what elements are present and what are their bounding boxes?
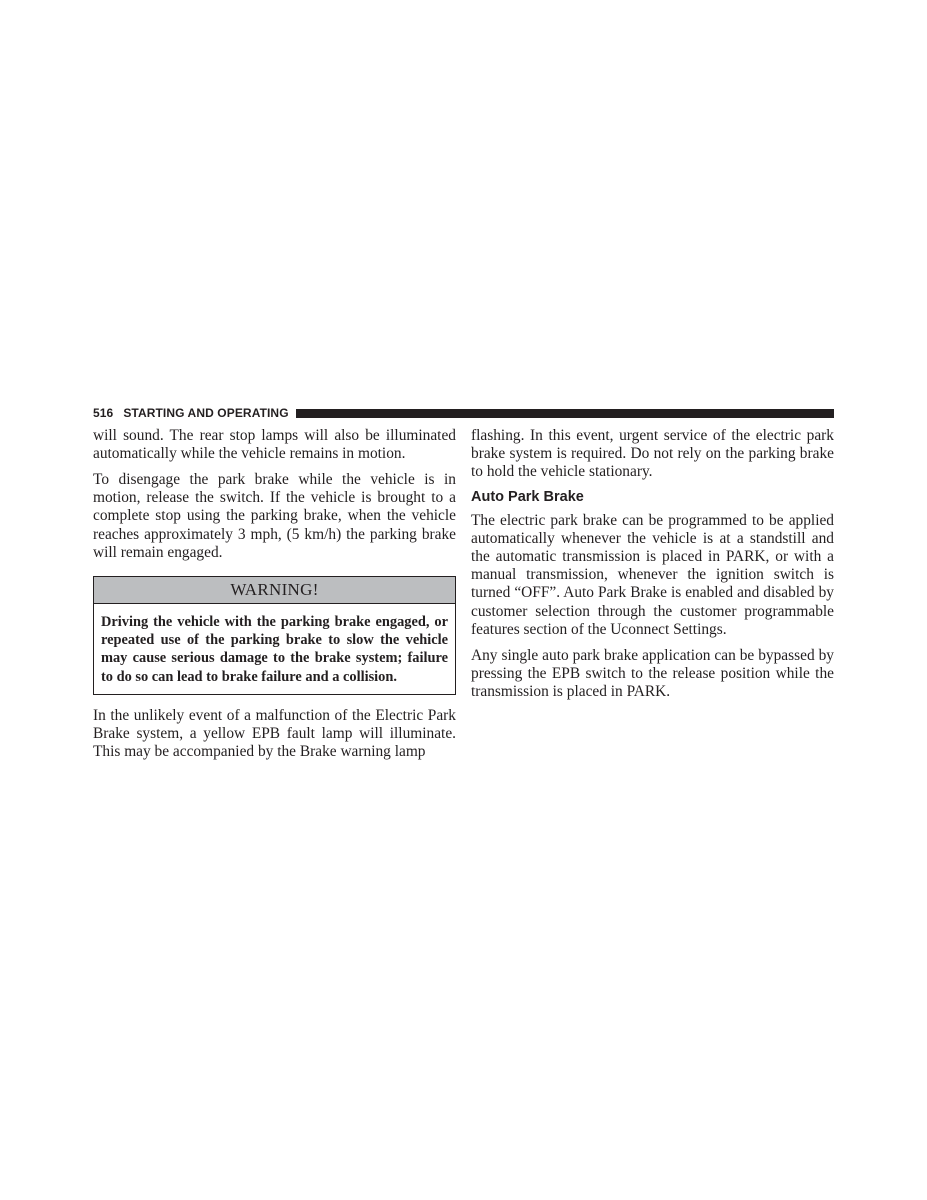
paragraph: flashing. In this event, urgent service of the electric park brake system is required. Do not rely on the parking brake to hold the vehicle stationary. [471,427,834,481]
paragraph: To disengage the park brake while the vehicle is in motion, release the switch. If the vehicle is brought to a complete stop using the parking brake, when the vehicle reaches approximately 3 mph, (5 km/h) the parking brake will remain engaged. [93,470,456,561]
subheading: Auto Park Brake [471,488,584,505]
header-rule [296,409,834,418]
right-column [471,427,834,709]
section-title: STARTING AND OPERATING [123,406,289,420]
page-number: 516 [93,406,114,420]
page-header [93,405,834,421]
paragraph: The electric park brake can be programmed to be applied automatically whenever the vehicle is at a standstill and the automatic transmission is placed in PARK, or with a manual transmission, whenever the ignition switch is turned “OFF”. Auto Park Brake is enabled and disabled by customer selection through the customer programmable features section of the Uconnect Settings. [471,511,834,638]
warning-text: Driving the vehicle with the parking brake engaged, or repeated use of the parking brake to slow the vehicle may cause serious damage to the brake system; failure to do so can lead to brake failure and a collision. [101,613,448,685]
paragraph: will sound. The rear stop lamps will also be illuminated automatically while the vehicle remains in motion. [93,427,456,463]
warning-box [93,576,456,695]
left-column [93,427,456,769]
paragraph: In the unlikely event of a malfunction of the Electric Park Brake system, a yellow EPB fault lamp will illuminate. This may be accompanied by the Brake warning lamp [93,706,456,761]
warning-title: WARNING! [94,577,455,604]
paragraph: Any single auto park brake application can be bypassed by pressing the EPB switch to the release position while the transmission is placed in PARK. [471,646,834,700]
